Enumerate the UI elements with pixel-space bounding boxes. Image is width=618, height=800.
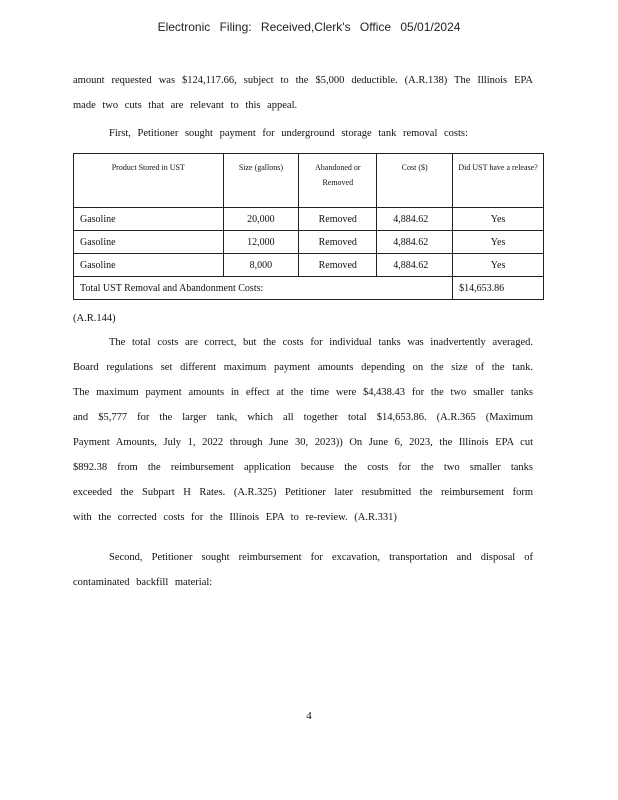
paragraph-first-cut: First, Petitioner sought payment for underground storage tank removal costs: <box>109 128 468 139</box>
cell-status: Removed <box>299 254 377 277</box>
cell-size: 8,000 <box>223 254 299 277</box>
cell-product: Gasoline <box>74 254 224 277</box>
header-status: Abandoned or Removed <box>299 154 377 208</box>
cell-release: Yes <box>453 231 544 254</box>
cell-size: 12,000 <box>223 231 299 254</box>
page-number: 4 <box>306 710 312 722</box>
table-row <box>74 231 544 254</box>
table-header-row <box>74 154 544 208</box>
table-row <box>74 208 544 231</box>
total-label: Total UST Removal and Abandonment Costs: <box>74 277 453 300</box>
cell-release: Yes <box>453 254 544 277</box>
cell-cost: 4,884.62 <box>377 208 453 231</box>
ust-removal-table <box>73 153 544 300</box>
cell-product: Gasoline <box>74 208 224 231</box>
cell-product: Gasoline <box>74 231 224 254</box>
cell-release: Yes <box>453 208 544 231</box>
total-value: $14,653.86 <box>453 277 544 300</box>
cell-cost: 4,884.62 <box>377 254 453 277</box>
cell-status: Removed <box>299 208 377 231</box>
cell-size: 20,000 <box>223 208 299 231</box>
cell-status: Removed <box>299 231 377 254</box>
header-cost: Cost ($) <box>377 154 453 208</box>
header-size: Size (gallons) <box>223 154 299 208</box>
paragraph-total-costs: The total costs are correct, but the costs for individual tanks was inadvertently averaged. Board regulations set different maximum payment amounts depending on the size of the tank. The maximum payment amounts in effect at the time were $4,438.43 for the two smaller tanks and $5,777 for the larger tank, which all together total $14,653.86. (A.R.365 (Maximum Payment Amounts, July 1, 2022 through June 30, 2023)) On June 6, 2023, the Illinois EPA cut $892.38 from the reimbursement application because the costs for the two smaller tanks exceeded the Subpart H Rates. (A.R.325) Petitioner later resubmitted the reimbursement form with the corrected costs for the Illinois EPA to re-review. (A.R.331) <box>73 337 533 523</box>
header-product: Product Stored in UST <box>74 154 224 208</box>
paragraph-amount-requested: amount requested was $124,117.66, subject to the $5,000 deductible. (A.R.138) The Illinois EPA made two cuts that are relevant to this appeal. <box>73 75 533 111</box>
citation-ar144: (A.R.144) <box>73 313 116 324</box>
paragraph-second-cut: Second, Petitioner sought reimbursement for excavation, transportation and disposal of contaminated backfill material: <box>73 552 533 588</box>
header-release: Did UST have a release? <box>453 154 544 208</box>
table-total-row <box>74 277 544 300</box>
cell-cost: 4,884.62 <box>377 231 453 254</box>
table-row <box>74 254 544 277</box>
filing-header: Electronic Filing: Received,Clerk's Office 05/01/2024 <box>157 20 461 34</box>
